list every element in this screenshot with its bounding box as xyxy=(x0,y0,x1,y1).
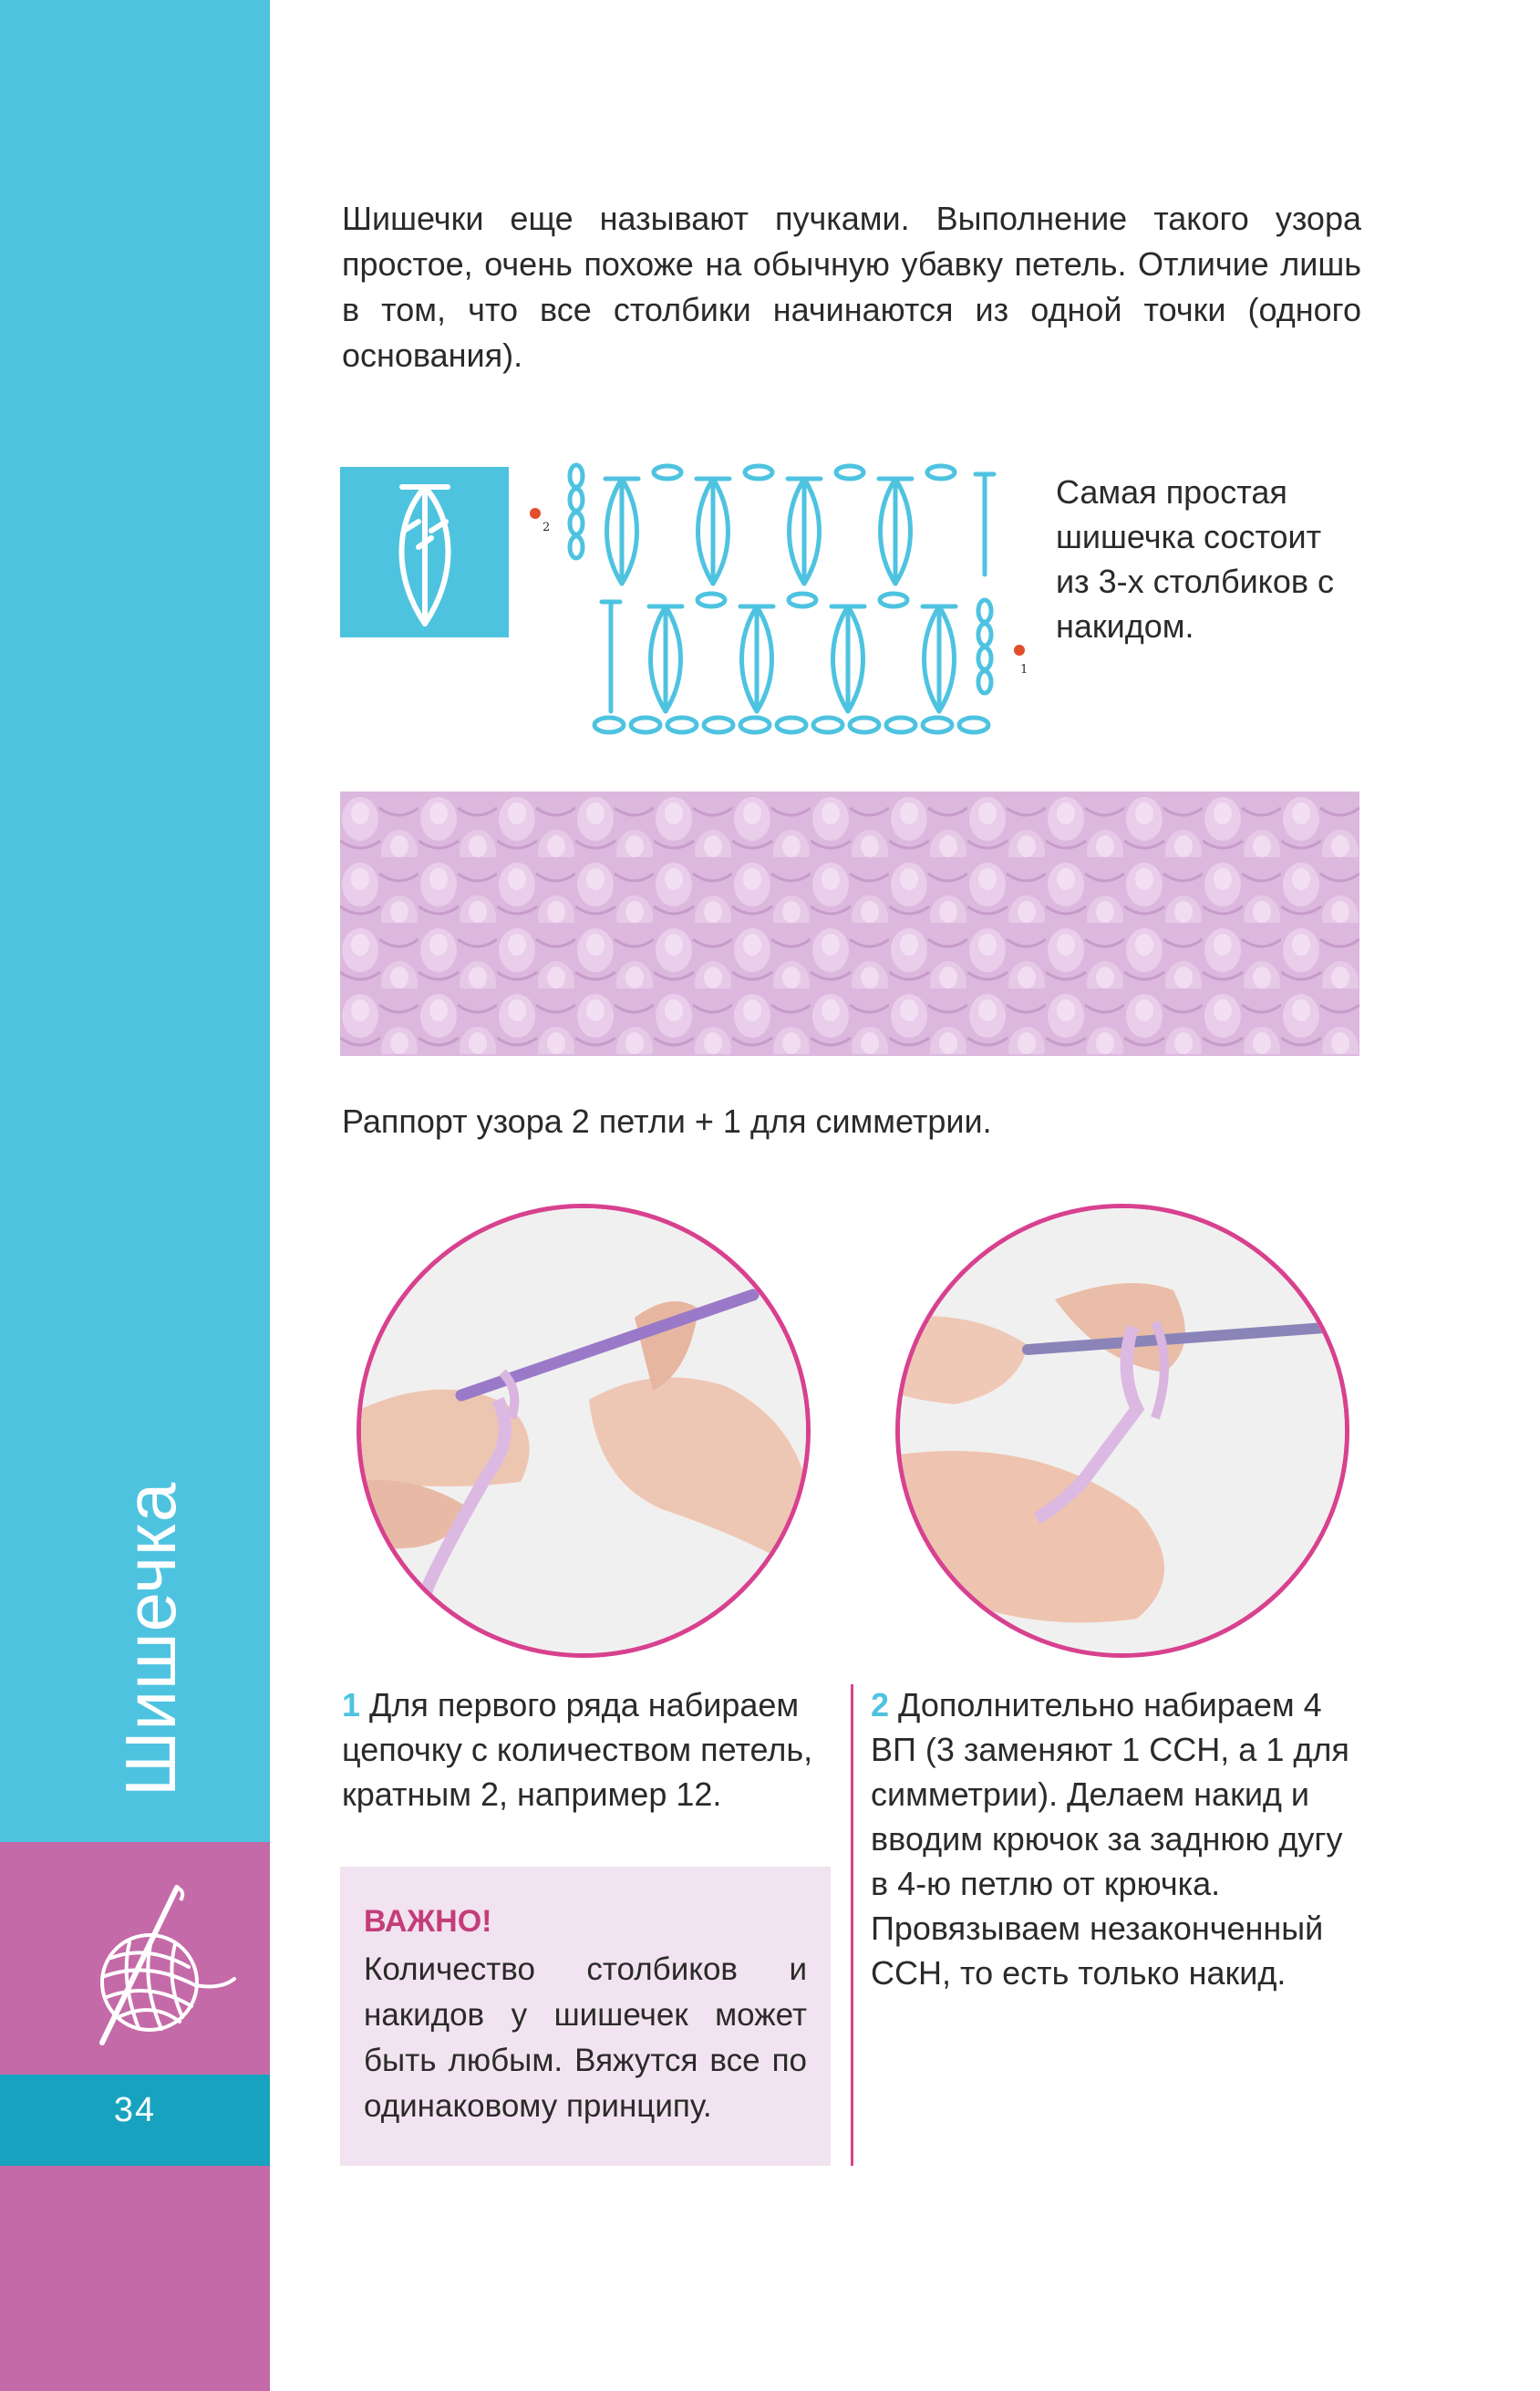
chart-caption: Самая простая шишечка состоит из 3-х столбиков с накидом. xyxy=(1056,473,1334,645)
section-title: Шишечка xyxy=(110,1481,191,1796)
step-1-description: Для первого ряда набираем цепочку с количеством петель, кратным 2, например 12. xyxy=(342,1686,813,1813)
column-divider xyxy=(851,1684,853,2166)
row-label-1: 1 xyxy=(1020,663,1028,677)
crochet-chart xyxy=(520,456,1030,743)
page-number: 34 xyxy=(113,2091,157,2129)
note-text: Количество столбиков и накидов у шишечек может быть любым. Вяжутся все по одинаковому принципу. xyxy=(364,1951,807,2124)
step-1-text xyxy=(342,1682,834,1817)
step-1-number: 1 xyxy=(342,1686,361,1723)
step-2-photo xyxy=(895,1204,1349,1658)
step-2-text xyxy=(871,1682,1363,1995)
yarn-ball-hook-icon xyxy=(75,1880,248,2054)
step-2-description: Дополнительно набираем 4 ВП (3 заменяют 1 ССН, а 1 для симметрии). Делаем накид и вводим крючок за заднюю дугу в 4-ю петлю от крючка. xyxy=(871,1686,1349,1902)
knitted-swatch-photo xyxy=(340,792,1359,1056)
step-1-photo xyxy=(357,1204,811,1658)
rapport-text: Раппорт узора 2 петли + 1 для симметрии. xyxy=(342,1102,992,1140)
step-2-description-continued: Провязываем незаконченный ССН, то есть только накид. xyxy=(871,1910,1324,1992)
note-title: ВАЖНО! xyxy=(364,1904,492,1939)
intro-paragraph: Шишечки еще называют пучками. Выполнение такого узора простое, очень похоже на обычную убавку петель. Отличие лишь в том, что все столбики начинаются из одной точки (одного основания). xyxy=(342,200,1361,374)
step-2-number: 2 xyxy=(871,1686,890,1723)
row-label-2: 2 xyxy=(543,521,551,534)
important-note xyxy=(340,1867,831,2166)
cluster-symbol-icon xyxy=(340,467,509,637)
